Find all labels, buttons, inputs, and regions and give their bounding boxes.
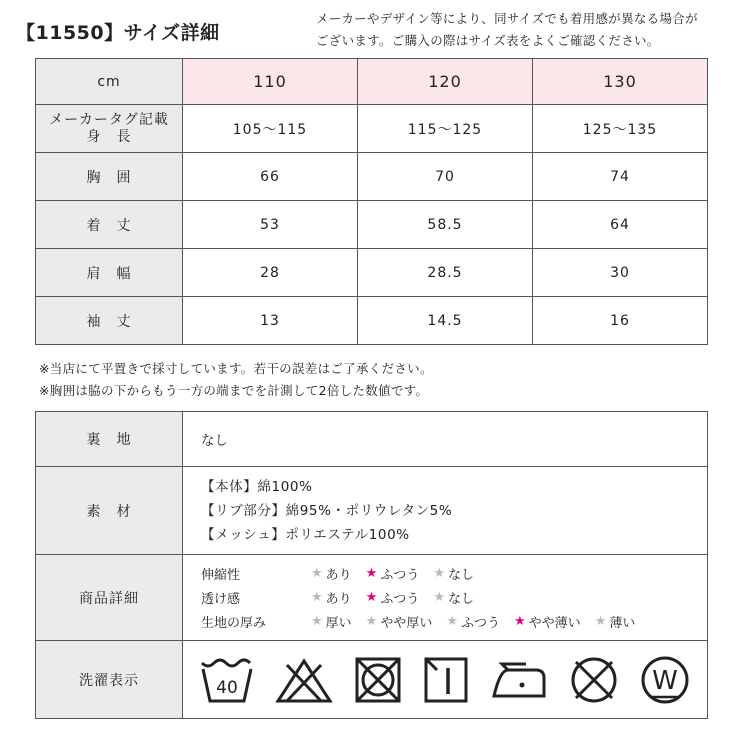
page-title: 【11550】サイズ詳細 bbox=[16, 22, 220, 44]
material-value bbox=[183, 467, 708, 555]
detail-option bbox=[595, 612, 636, 631]
detail-option-label: やや厚い bbox=[380, 616, 433, 631]
star-icon: ★ bbox=[594, 614, 607, 629]
size-130: 130 bbox=[533, 59, 708, 105]
size-table bbox=[35, 58, 708, 345]
table-cell: 125〜135 bbox=[533, 105, 708, 153]
detail-option bbox=[433, 588, 474, 607]
spec-table bbox=[35, 411, 708, 719]
material-line: 【リブ部分】綿95%・ポリウレタン5% bbox=[201, 502, 453, 519]
care-label: 洗濯表示 bbox=[36, 641, 183, 719]
detail-option-label: なし bbox=[448, 568, 475, 583]
chest-label: 胸 囲 bbox=[36, 153, 183, 201]
lining-value: なし bbox=[183, 412, 708, 467]
detail-row bbox=[201, 586, 707, 610]
table-cell: 64 bbox=[533, 201, 708, 249]
detail-option-label: やや薄い bbox=[528, 616, 581, 631]
wet-clean-icon bbox=[638, 653, 692, 707]
no-dry-clean-icon bbox=[567, 653, 621, 707]
table-cell: 53 bbox=[183, 201, 358, 249]
sleeve-label: 袖 丈 bbox=[36, 297, 183, 345]
wash-temp-text: 40 bbox=[215, 677, 238, 698]
detail-option bbox=[446, 612, 500, 631]
detail-option-label: ふつう bbox=[380, 568, 420, 583]
iron-low-icon bbox=[488, 658, 550, 702]
star-icon: ★ bbox=[433, 566, 445, 581]
star-icon: ★ bbox=[446, 614, 458, 629]
table-cell: 16 bbox=[533, 297, 708, 345]
table-cell: 30 bbox=[533, 249, 708, 297]
table-row bbox=[36, 105, 708, 153]
detail-row bbox=[201, 562, 707, 586]
table-cell: 74 bbox=[533, 153, 708, 201]
detail-option-label: ふつう bbox=[380, 592, 420, 607]
material-row bbox=[36, 467, 708, 555]
detail-option bbox=[311, 564, 352, 583]
lining-label: 裏 地 bbox=[36, 412, 183, 467]
note-line: ※当店にて平置きで採寸しています。若干の誤差はご了承ください。 bbox=[39, 361, 433, 376]
length-label: 着 丈 bbox=[36, 201, 183, 249]
detail-option-selected bbox=[366, 588, 420, 607]
star-icon: ★ bbox=[311, 566, 323, 581]
table-cell: 13 bbox=[183, 297, 358, 345]
detail-name: 伸縮性 bbox=[201, 568, 241, 583]
detail-option bbox=[366, 612, 433, 631]
detail-option-selected bbox=[514, 612, 581, 631]
detail-row bbox=[201, 610, 707, 634]
material-line: 【メッシュ】ポリエステル100% bbox=[201, 526, 410, 543]
measurement-notes bbox=[39, 358, 433, 402]
star-icon: ★ bbox=[433, 590, 445, 605]
material-label: 素 材 bbox=[36, 467, 183, 555]
wash-40-icon bbox=[198, 655, 256, 705]
size-header-row bbox=[36, 59, 708, 105]
lining-row bbox=[36, 412, 708, 467]
unit-cell: cm bbox=[36, 59, 183, 105]
detail-option-selected bbox=[366, 564, 420, 583]
detail-option-label: ふつう bbox=[461, 616, 501, 631]
star-selected-icon: ★ bbox=[365, 590, 378, 605]
header-note-line: ございます。ご購入の際はサイズ表をよくご確認ください。 bbox=[316, 33, 660, 48]
details-label: 商品詳細 bbox=[36, 555, 183, 641]
table-row bbox=[36, 153, 708, 201]
header-note bbox=[316, 8, 736, 52]
detail-name: 生地の厚み bbox=[201, 616, 267, 631]
header-note-line: メーカーやデザイン等により、同サイズでも着用感が異なる場合が bbox=[316, 11, 698, 26]
star-icon: ★ bbox=[365, 614, 378, 629]
star-selected-icon: ★ bbox=[514, 614, 526, 629]
detail-option-label: 薄い bbox=[609, 616, 636, 631]
no-tumble-dry-icon bbox=[352, 654, 404, 706]
detail-option bbox=[433, 564, 474, 583]
details-list bbox=[201, 562, 707, 634]
table-cell: 70 bbox=[358, 153, 533, 201]
detail-option-label: あり bbox=[325, 592, 352, 607]
material-line: 【本体】綿100% bbox=[201, 478, 313, 495]
table-cell: 115〜125 bbox=[358, 105, 533, 153]
shoulder-label: 肩 幅 bbox=[36, 249, 183, 297]
detail-option-label: あり bbox=[325, 568, 352, 583]
table-cell: 14.5 bbox=[358, 297, 533, 345]
table-row bbox=[36, 249, 708, 297]
table-row bbox=[36, 201, 708, 249]
wet-clean-letter: W bbox=[652, 665, 679, 696]
detail-option bbox=[311, 588, 352, 607]
detail-name: 透け感 bbox=[201, 592, 241, 607]
height-label-line: メーカータグ記載 bbox=[49, 111, 169, 128]
height-label-line: 身 長 bbox=[86, 128, 132, 145]
details-value bbox=[183, 555, 708, 641]
details-row bbox=[36, 555, 708, 641]
drip-dry-icon bbox=[421, 654, 471, 706]
detail-option bbox=[311, 612, 352, 631]
table-cell: 58.5 bbox=[358, 201, 533, 249]
star-selected-icon: ★ bbox=[365, 566, 378, 581]
detail-option-label: 厚い bbox=[325, 616, 352, 631]
table-cell: 28 bbox=[183, 249, 358, 297]
table-cell: 28.5 bbox=[358, 249, 533, 297]
height-label bbox=[36, 105, 183, 153]
care-symbols bbox=[183, 641, 708, 719]
star-icon: ★ bbox=[311, 614, 323, 629]
size-110: 110 bbox=[183, 59, 358, 105]
star-icon: ★ bbox=[311, 590, 323, 605]
detail-option-label: なし bbox=[448, 592, 475, 607]
table-cell: 66 bbox=[183, 153, 358, 201]
note-line: ※胸囲は脇の下からもう一方の端までを計測して2倍した数値です。 bbox=[39, 383, 429, 398]
table-cell: 105〜115 bbox=[183, 105, 358, 153]
table-row bbox=[36, 297, 708, 345]
no-bleach-icon bbox=[273, 655, 335, 705]
care-row bbox=[36, 641, 708, 719]
size-120: 120 bbox=[358, 59, 533, 105]
